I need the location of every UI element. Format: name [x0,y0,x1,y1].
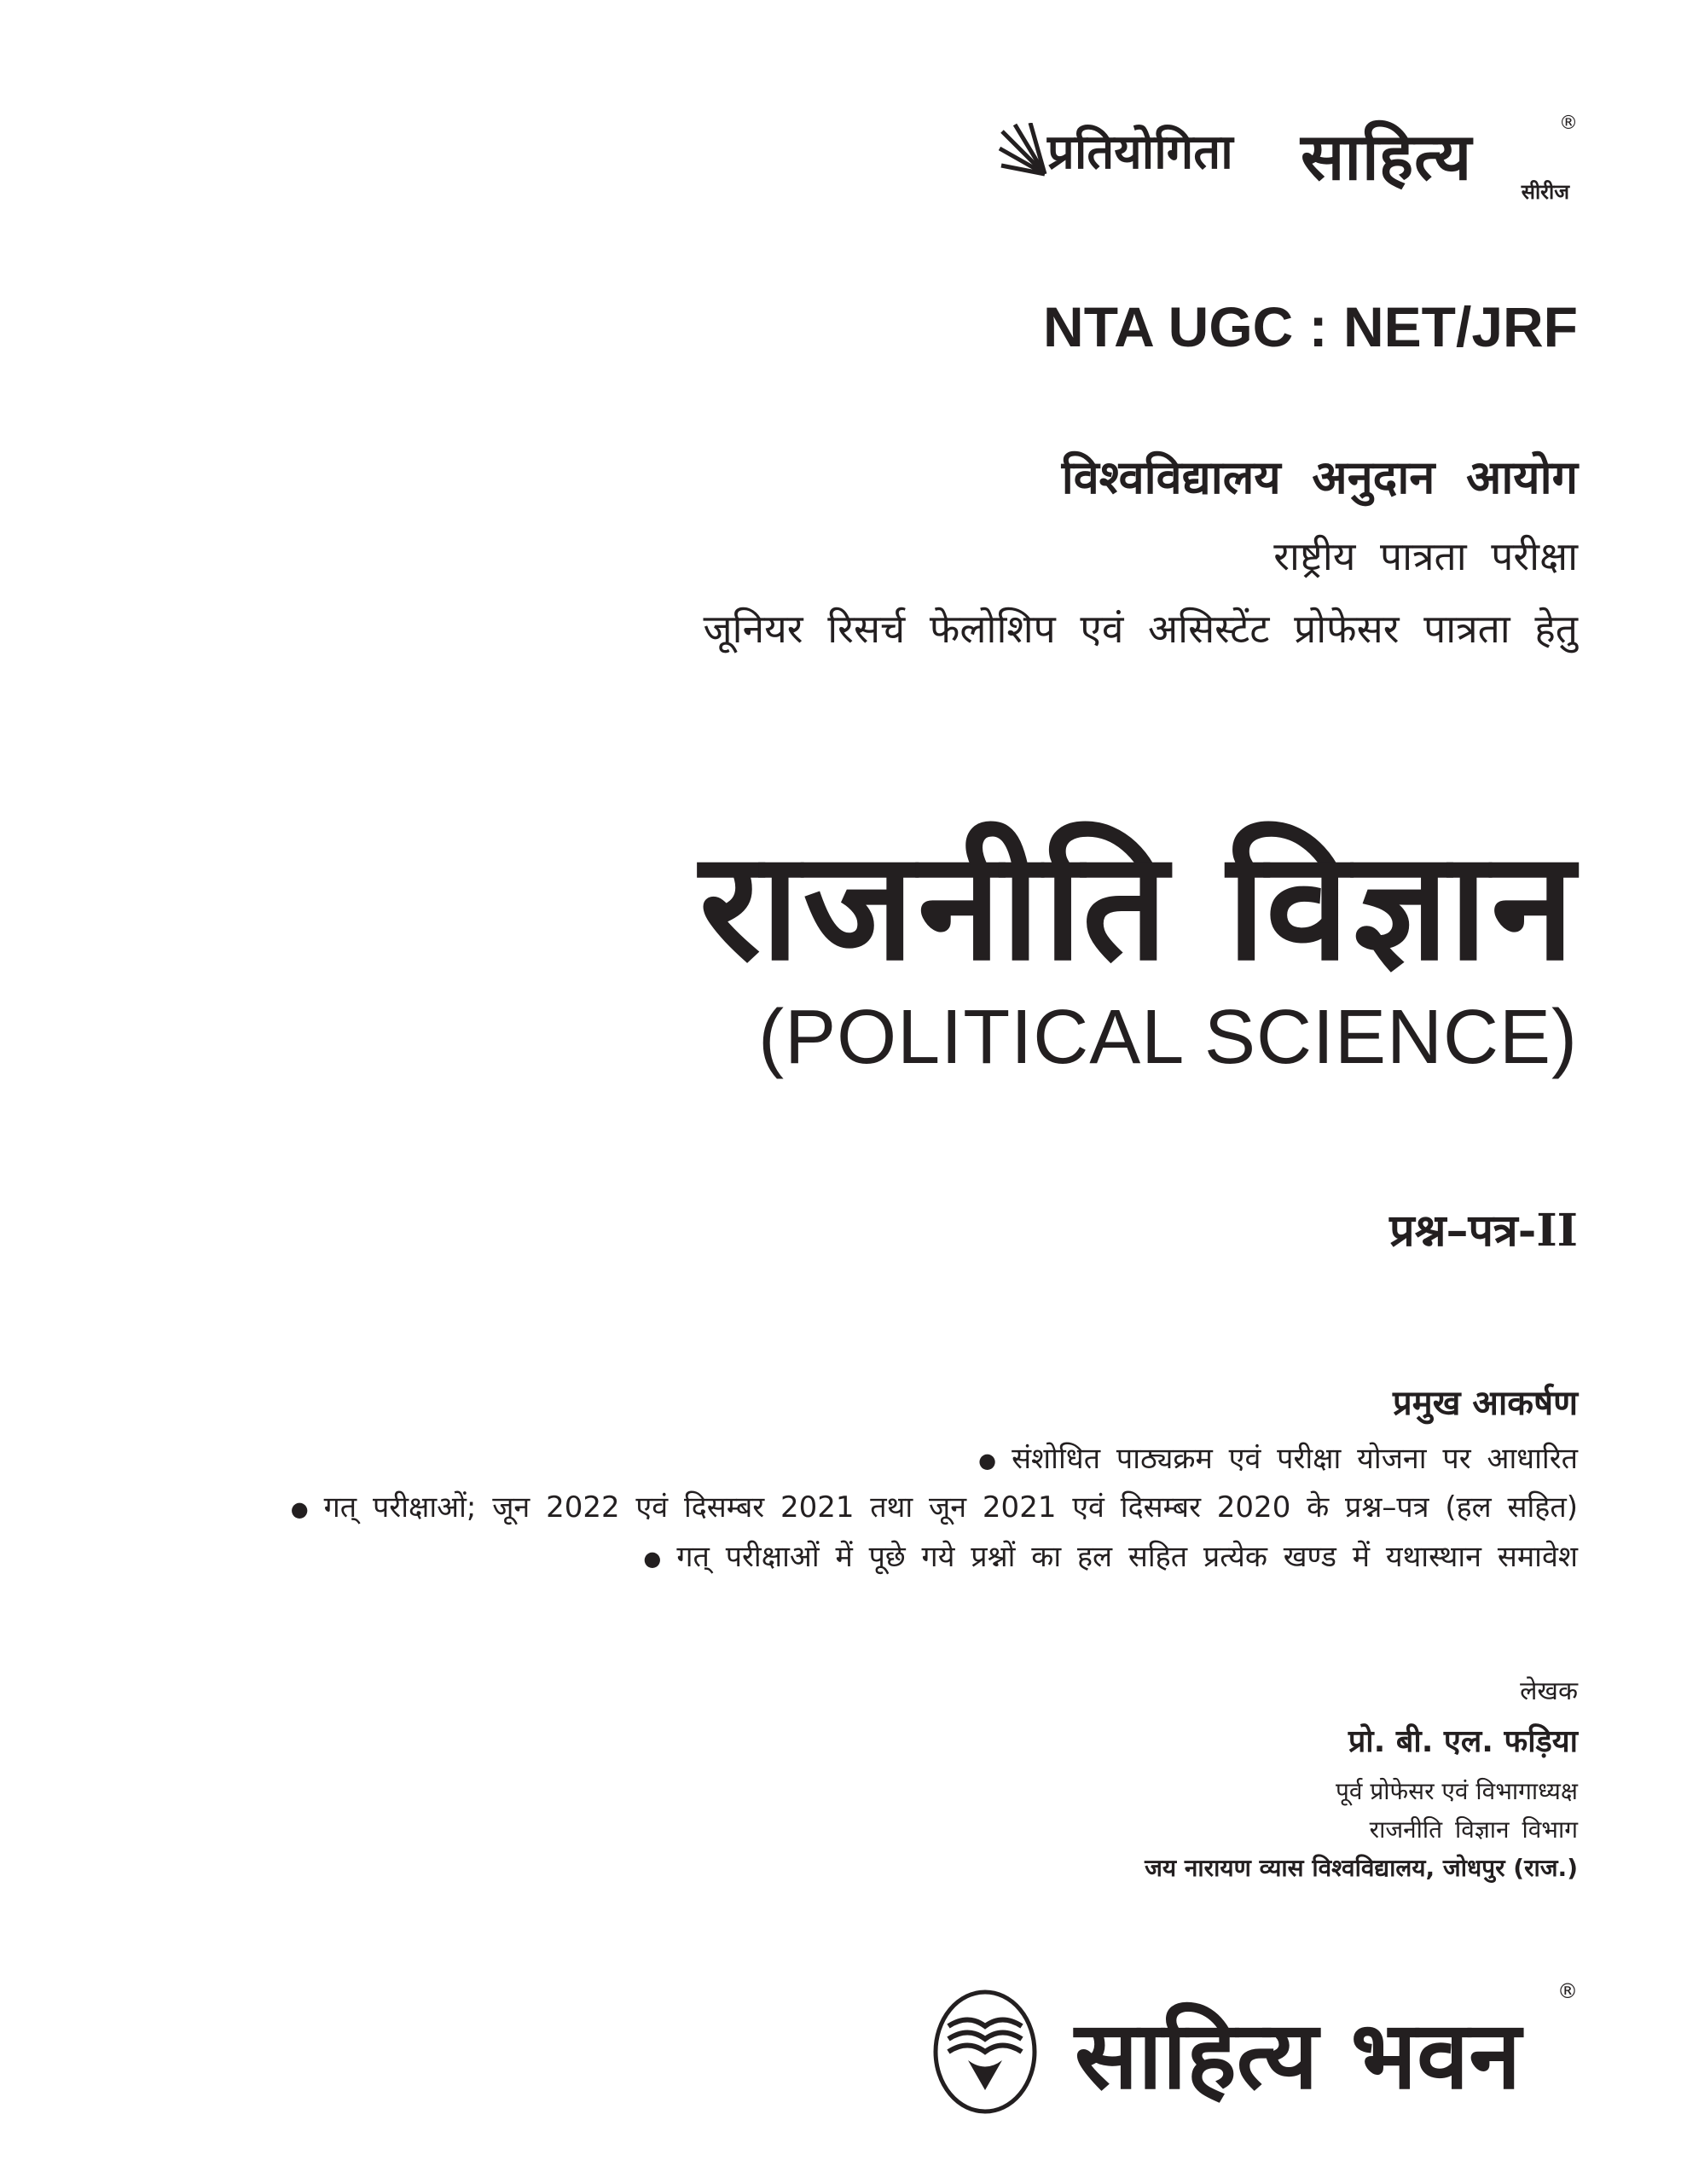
bullet-icon: ● [290,1496,309,1521]
author-label: लेखक [1520,1676,1578,1706]
bullet-icon: ● [978,1448,997,1472]
series-registered-mark: ® [1559,113,1578,134]
feature-item [291,1486,1578,1525]
exam-subtitle-2: जूनियर रिसर्च फेलोशिप एवं असिस्टेंट प्रोफेसर पात्रता हेतु [703,606,1578,652]
exam-subtitle-1: राष्ट्रीय पात्रता परीक्षा [1273,533,1578,579]
series-logo [998,111,1578,205]
book-emblem-icon [930,1988,1041,2116]
author-designation-1: पूर्व प्रोफेसर एवं विभागाध्यक्ष [1336,1777,1578,1805]
paper-label: प्रश्न–पत्र-II [1389,1205,1578,1257]
author-designation-2: राजनीति विज्ञान विभाग [1369,1815,1578,1844]
series-brand-part1: प्रतियोगिता [1047,125,1233,180]
subject-title-hindi: राजनीति विज्ञान [699,819,1578,994]
author-name: प्रो. बी. एल. फड़िया [1348,1724,1578,1759]
publisher-name: साहित्य भवन [1075,2001,1522,2110]
features-heading: प्रमुख आकर्षण [1393,1384,1578,1423]
feature-text: गत् परीक्षाओं में पूछे गये प्रश्नों का हल सहित प्रत्येक खण्ड में यथास्थान समावेश [676,1540,1578,1574]
bullet-icon: ● [643,1546,662,1571]
publisher-logo [930,1979,1578,2124]
series-brand-part2: साहित्य [1301,119,1473,195]
feature-text: संशोधित पाठ्यक्रम एवं परीक्षा योजना पर आधारित [1012,1442,1578,1476]
author-designation-3: जय नारायण व्यास विश्वविद्यालय, जोधपुर (राज.) [1145,1854,1578,1882]
feature-text: गत् परीक्षाओं; जून 2022 एवं दिसम्बर 2021 तथा जून 2021 एवं दिसम्बर 2020 के प्रश्न–पत्र (हल सहित) [323,1490,1578,1525]
sunburst-logo-icon [998,123,1049,183]
publisher-registered-mark: ® [1557,1979,1578,2003]
subject-title-english: (POLITICAL SCIENCE) [758,995,1578,1080]
feature-item [643,1536,1578,1575]
feature-item [978,1438,1578,1477]
exam-title: NTA UGC : NET/JRF [1043,295,1578,358]
agency-name: विश्वविद्यालय अनुदान आयोग [1061,450,1578,504]
series-subtitle: सीरीज [1521,180,1569,204]
